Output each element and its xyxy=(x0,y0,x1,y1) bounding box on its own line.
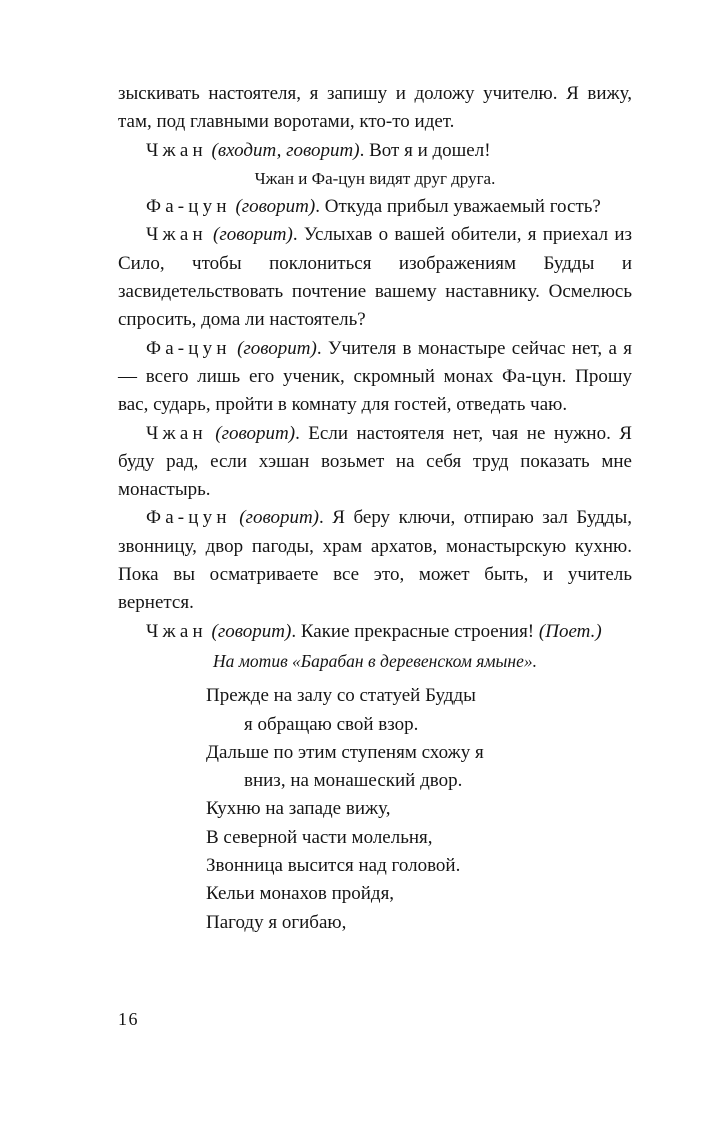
stage-note: На мотив «Барабан в деревенском ямыне». xyxy=(213,650,537,671)
stage-note: (входит, говорит) xyxy=(206,139,360,161)
character-name: Фа-цун xyxy=(146,196,231,218)
motif-line xyxy=(118,647,632,675)
paragraph xyxy=(118,420,632,505)
paragraph xyxy=(118,618,632,646)
paragraph xyxy=(118,221,632,334)
page-number: 16 xyxy=(118,1009,139,1029)
text-run: . Вот я и дошел! xyxy=(359,139,491,161)
text-run: . Учителя в монастыре сейчас нет, а я — всего лишь его ученик, скромный монах Фа-цун. Прошу вас, сударь, пройти в комнату для гостей, отведать чаю. xyxy=(118,337,632,416)
verse-line: Звонница высится над головой. xyxy=(206,855,461,877)
stage-note: (говорит) xyxy=(206,620,292,642)
verse-line: вниз, на монашеский двор. xyxy=(244,770,463,792)
character-name: Чжан xyxy=(146,422,207,444)
text-run: . Откуда прибыл уважаемый гость? xyxy=(315,196,601,218)
verse-line: В северной части молельня, xyxy=(206,826,433,848)
character-name: Фа-цун xyxy=(146,507,231,529)
paragraph xyxy=(118,335,632,420)
stage-direction xyxy=(118,165,632,193)
text-run: . Если настоятеля нет, чая не нужно. Я буду рад, если хэшан возьмет на себя труд показать мне монастырь. xyxy=(118,422,632,501)
text-run: . Я беру ключи, отпираю зал Будды, звонницу, двор пагоды, храм архатов, монастырскую кухню. Пока вы осматриваете все это, может быть, и учитель вернется. xyxy=(118,507,632,614)
text-run: Чжан и Фа-цун видят друг друга. xyxy=(254,168,496,188)
verse-line: Пагоду я огибаю, xyxy=(206,911,347,933)
verse-line: Прежде на залу со статуей Будды xyxy=(206,685,476,707)
stage-note: (говорит) xyxy=(230,507,319,529)
verse-line: Кухню на западе вижу, xyxy=(206,798,391,820)
verse-line: Кельи монахов пройдя, xyxy=(206,883,395,905)
character-name: Фа-цун xyxy=(146,337,231,359)
verse-line: Дальше по этим ступеням схожу я xyxy=(206,741,484,763)
stage-note: (говорит) xyxy=(230,196,316,218)
paragraph xyxy=(118,193,632,221)
text-run: зыскивать настоятеля, я запишу и доложу учителю. Я вижу, там, под главными воротами, кто-то идет. xyxy=(118,83,632,133)
page-text xyxy=(118,80,632,937)
stage-note: (говорит) xyxy=(206,224,293,246)
stage-note: (Поет.) xyxy=(538,620,602,642)
paragraph xyxy=(118,137,632,165)
verse-block xyxy=(206,682,632,937)
stage-note: (говорит) xyxy=(230,337,317,359)
text-run: . Какие прекрасные строения! xyxy=(291,620,539,642)
paragraph xyxy=(118,80,632,137)
paragraph xyxy=(118,504,632,617)
character-name: Чжан xyxy=(146,620,207,642)
character-name: Чжан xyxy=(146,224,207,246)
stage-note: (говорит) xyxy=(206,422,296,444)
character-name: Чжан xyxy=(146,139,207,161)
text-run: . Услыхав о вашей обители, я приехал из Сило, чтобы поклониться изображениям Будды и засвидетельствовать почтение вашему наставнику. Осмелюсь спросить, дома ли настоятель? xyxy=(118,224,632,331)
verse-line: я обращаю свой взор. xyxy=(244,713,419,735)
